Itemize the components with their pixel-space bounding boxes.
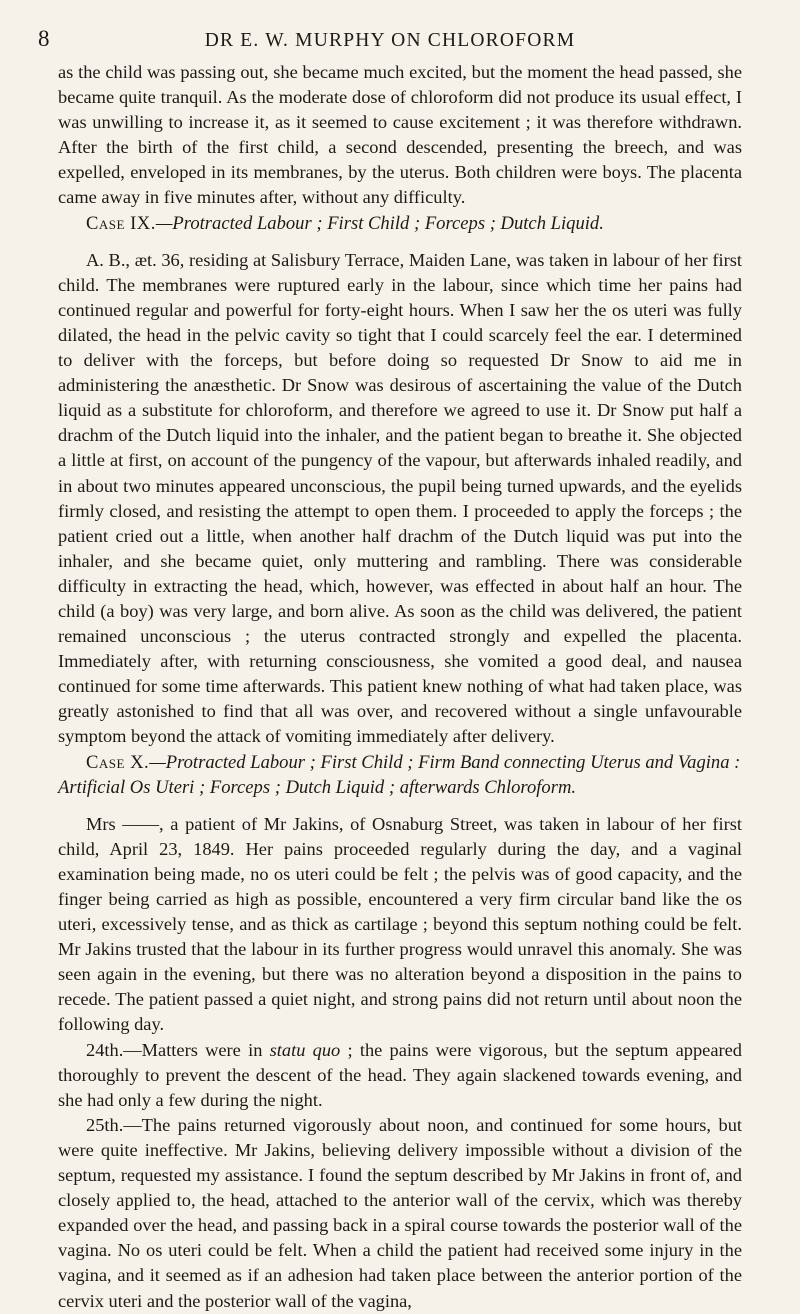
text-run: 24th.—Matters were in (86, 1039, 270, 1060)
paragraph-25th: 25th.—The pains returned vigorously about noon, and continued for some hours, but were quite ineffective. Mr Jakins, believing delivery impossible without a division of the septum, requested my assistance. I found the septum described by Mr Jakins in front of, and closely applied to, the head, attached to the anterior wall of the cervix, which was thereby expanded over the head, and passing back in a spiral course towards the posterior wall of the vagina. No os uteri could be felt. When a child the patient had received some injury in the vagina, and it seemed as if an adhesion had taken place between the anterior portion of the cervix uteri and the posterior wall of the vagina, (58, 1114, 742, 1311)
page-header (38, 26, 742, 60)
case-heading-ix (58, 211, 742, 236)
case-heading-x (58, 750, 742, 800)
latin-phrase: statu quo (269, 1039, 341, 1060)
paragraph-case-x: Mrs ——, a patient of Mr Jakins, of Osnaburg Street, was taken in labour of her first child, April 23, 1849. Her pains proceeded regularly during the day, and a vaginal examination being made, no os uteri could be felt ; the pelvis was of good capacity, and the finger being carried as high as possible, encountered a very firm circular band like the os uteri, excessively tense, and as thick as cartilage ; beyond this septum nothing could be felt. Mr Jakins trusted that the labour in its further progress would unravel this anomaly. She was seen again in the evening, but there was no alteration beyond a disposition in the pains to recede. The patient passed a quiet night, and strong pains did not return until about noon the following day. (58, 813, 742, 1035)
running-head: DR E. W. MURPHY ON CHLOROFORM (204, 30, 576, 51)
text-run: ; the pains were vigorous, but the septum appeared thoroughly to prevent the descent of the head. They again slackened towards evening, and she had only a few during the night. (58, 1039, 742, 1110)
case-title: —Protracted Labour ; First Child ; Forceps ; Dutch Liquid. (155, 212, 604, 234)
paragraph-continuation: as the child was passing out, she became much excited, but the moment the head passed, she became quite tranquil. As the moderate dose of chloroform did not produce its usual effect, I was unwilling to increase it, as it seemed to cause excitement ; it was therefore withdrawn. After the birth of the first child, a second descended, presenting the breech, and was expelled, enveloped in its membranes, by the uterus. Both children were boys. The placenta came away in five minutes after, without any difficulty. (58, 62, 742, 208)
case-label: Case IX. (86, 212, 156, 234)
case-label: Case X. (86, 751, 150, 773)
page-number: 8 (38, 26, 50, 51)
case-title: —Protracted Labour ; First Child ; Firm Band connecting Uterus and Vagina : Artificial Os Uteri ; Forceps ; Dutch Liquid ; afterwards Chloroform. (58, 751, 741, 798)
paragraph-case-ix: A. B., æt. 36, residing at Salisbury Terrace, Maiden Lane, was taken in labour of her first child. The membranes were ruptured early in the labour, since which time her pains had continued regular and powerful for forty-eight hours. When I saw her the os uteri was fully dilated, the head in the pelvic cavity so tight that I could scarcely feel the ear. I determined to deliver with the forceps, but before doing so requested Dr Snow to aid me in administering the anæsthetic. Dr Snow was desirous of ascertaining the value of the Dutch liquid as a substitute for chloroform, and therefore we agreed to use it. Dr Snow put half a drachm of the Dutch liquid into the inhaler, and the patient began to breathe it. She objected a little at first, on account of the pungency of the vapour, but afterwards inhaled readily, and in about two minutes appeared unconscious, the pupil being turned upwards, and the eyelids firmly closed, and resisting the attempt to open them. I proceeded to apply the forceps ; the patient cried out a little, when another half drachm of the Dutch liquid was put into the inhaler, and she became quiet, only muttering and rambling. There was considerable difficulty in extracting the head, which, however, was effected in about half an hour. The child (a boy) was very large, and born alive. As soon as the child was delivered, the patient remained unconscious ; the uterus contracted strongly and expelled the placenta. Immediately after, with returning consciousness, she vomited a good deal, and nausea continued for some time afterwards. This patient knew nothing of what had taken place, was greatly astonished to find that all was over, and recovered without a single unfavourable symptom beyond the attack of vomiting immediately after delivery. (58, 249, 742, 747)
paragraph-24th (58, 1038, 742, 1113)
